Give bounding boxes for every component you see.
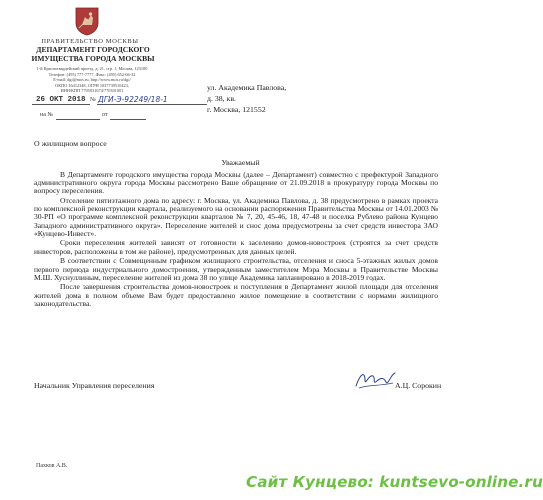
reference-line [40,112,150,122]
on-number-prefix: на № [40,112,54,118]
on-from-underline [110,119,146,120]
handwritten-signature-icon [353,368,397,392]
contact-line: ОКПО 16412348, ОГРН 1037739510423, [55,82,129,88]
department-line-2: ИМУЩЕСТВА ГОРОДА МОСКВЫ [31,53,155,63]
number-prefix: № [90,97,96,103]
body-paragraph: После завершения строительства домов-новостроек и поступления в Департамент жилой площади для отселения жителей дома в полном объеме Вам будет предоставлено жилое помещение в соответствии с нормами жилищного законодательства. [34,282,438,308]
department-line-1: ДЕПАРТАМЕНТ ГОРОДСКОГО [36,45,150,54]
body-paragraph: Отселение пятиэтажного дома по адресу: г. Москва, ул. Академика Павлова, д. 38 предусмотрено в рамках проекта по комплексной реконструкции квартала, реализуемого на основании распоряжения Правительства Москвы от 14.01.2003 № 30-РП «О программе комплексной реконструкции кварталов № 7, 20, 45-46, 18, 47-48 и поселка Рублево района Кунцево Западного административного округа». Переселение жителей и снос дома предусмотрены за счет средств инвестора ЗАО «Кунцево-Инвест». [34,196,438,238]
registration-date-stamp: 26 ОКТ 2018 [36,96,86,104]
signatory-role: Начальник Управления переселения [34,381,155,390]
date-underline [32,104,90,105]
on-from-prefix: от [102,112,108,118]
registration-line [12,94,208,108]
contact-line: Телефон: (495) 777-7777, Факс: (495) 652-66-32 [48,71,136,77]
body-paragraph: В Департаменте городского имущества города Москвы (далее – Департамент) совместно с префектурой Западного административного округа города Москвы рассмотрено Ваше обращение от 21.09.2018 в прокуратуру города Москвы по вопросу переселения. [34,170,438,196]
on-number-underline [56,119,100,120]
body-paragraph: Сроки переселения жителей зависят от готовности к заселению домов-новостроек (строятся за счет средств инвесторов, расположены в том же районе), предусмотренных для данных целей. [34,238,438,256]
org-title: ПРАВИТЕЛЬСТВО МОСКВЫ [41,38,139,45]
department-name [28,46,158,63]
addressee-line: ул. Академика Павлова, [207,83,287,92]
registration-number-handwritten: ДГИ-Э-92249/18-1 [98,95,168,104]
salutation: Уважаемый [221,158,260,167]
addressee-block [207,82,357,115]
contact-line: 1-й Красногвардейский проезд, д. 21, стр. 1, Москва, 123100 [36,66,148,71]
site-watermark: Сайт Кунцево: kuntsevo-online.ru [246,473,543,491]
executor-name: Пахков А.В. [36,463,68,469]
body-paragraph: В соответствии с Совмещенным графиком жилищного строительства, отселения и сноса 5-этажных жилых домов первого периода индустриального домостроения, утвержденным заместителем Мэра Москвы в Правительстве Москвы М.Ш. Хуснуллиным, переселение жителей из дома 38 по улице Академика запланировано в 2018-2019 годах. [34,256,438,282]
contact-line: E-mail: dgi@mos.ru, http://www.mos.ru/dgi/ [53,77,131,83]
subject-line: О жилищном вопросе [34,139,107,148]
number-underline [97,104,207,105]
moscow-coat-of-arms-icon [74,6,100,36]
contact-line: ИНН/КПП 7705031674/770301001 [60,88,124,94]
addressee-line: д. 38, кв. [207,94,236,103]
signatory-name: А.Ц. Сорокин [395,381,442,390]
letterhead-contacts [22,66,162,94]
letter-body [34,171,438,309]
addressee-line: г. Москва, 121552 [207,105,266,114]
